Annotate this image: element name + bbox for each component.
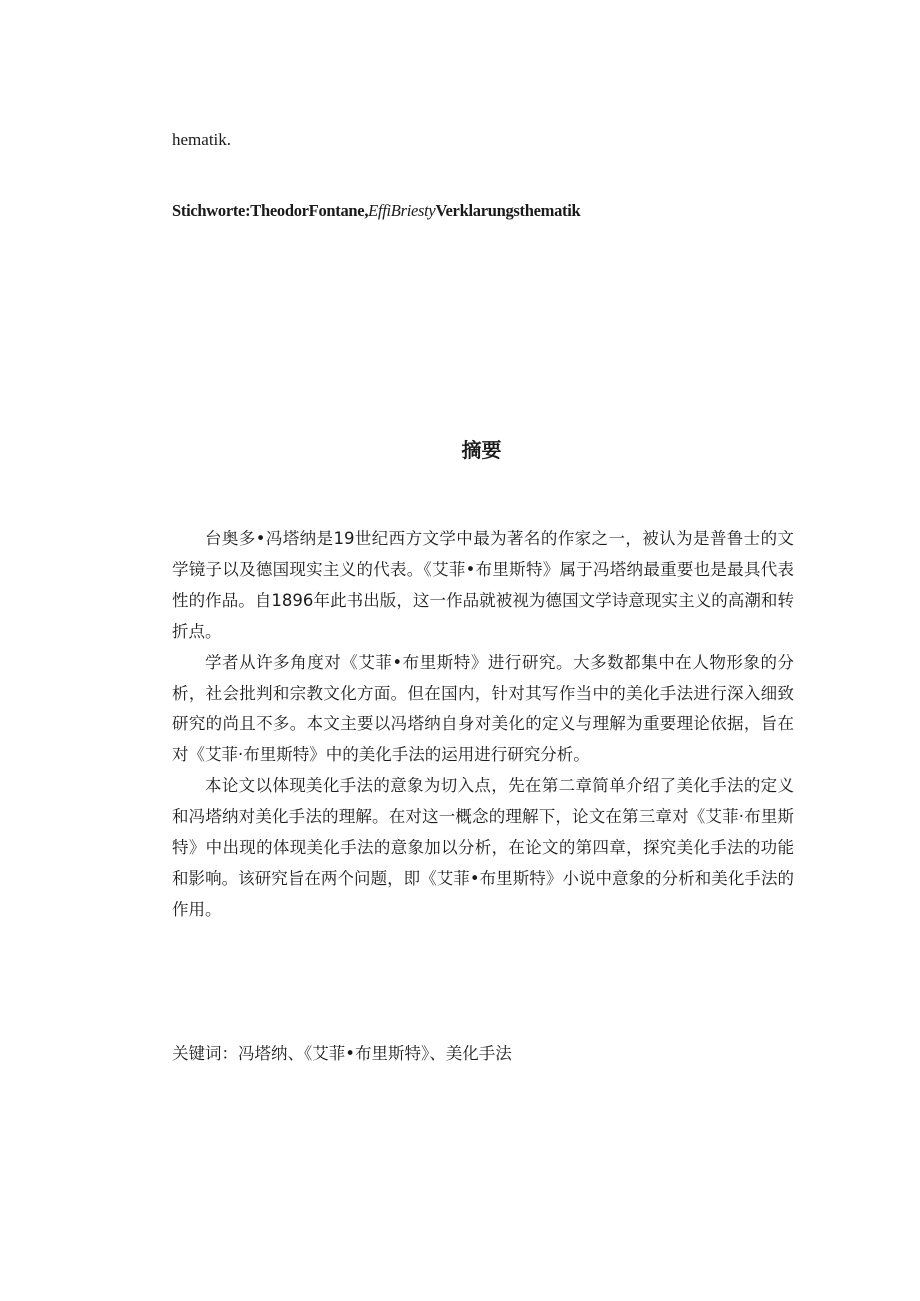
- german-abstract-tail: hematik.: [172, 130, 232, 149]
- abstract-paragraph-2: 学者从许多角度对《艾菲•布里斯特》进行研究。大多数都集中在人物形象的分析，社会批判和宗教文化方面。但在国内，针对其写作当中的美化手法进行深入细致研究的尚且不多。本文主要以冯塔纳自身对美化的定义与理解为重要理论依据，旨在对《艾菲·布里斯特》中的美化手法的运用进行研究分析。: [172, 652, 794, 765]
- chinese-abstract: [172, 524, 794, 926]
- abstract-paragraph-3: 本论文以体现美化手法的意象为切入点，先在第二章简单介绍了美化手法的定义和冯塔纳对美化手法的理解。在对这一概念的理解下，论文在第三章对《艾菲·布里斯特》中出现的体现美化手法的意象加以分析，在论文的第四章，探究美化手法的功能和影响。该研究旨在两个问题，即《艾菲•布里斯特》小说中意象的分析和美化手法的作用。: [172, 776, 794, 919]
- german-keyword-separator: y: [428, 201, 436, 220]
- chinese-keywords: 关键词：冯塔纳、《艾菲•布里斯特》、美化手法: [172, 1044, 512, 1063]
- abstract-paragraph-1: 台奥多•冯塔纳是19世纪西方文学中最为著名的作家之一，被认为是普鲁士的文学镜子以及德国现实主义的代表。《艾菲•布里斯特》属于冯塔纳最重要也是最具代表性的作品。自1896年此书出版，这一作品就被视为德国文学诗意现实主义的高潮和转折点。: [172, 529, 794, 641]
- german-keyword-author: TheodorFontane,: [250, 201, 369, 220]
- german-keywords: [172, 199, 580, 223]
- german-keyword-theme: Verklarungsthematik: [435, 201, 581, 220]
- german-keywords-label: Stichworte:: [172, 201, 251, 220]
- german-keyword-work: EffiBriest: [368, 201, 429, 220]
- abstract-heading: 摘要: [461, 438, 502, 462]
